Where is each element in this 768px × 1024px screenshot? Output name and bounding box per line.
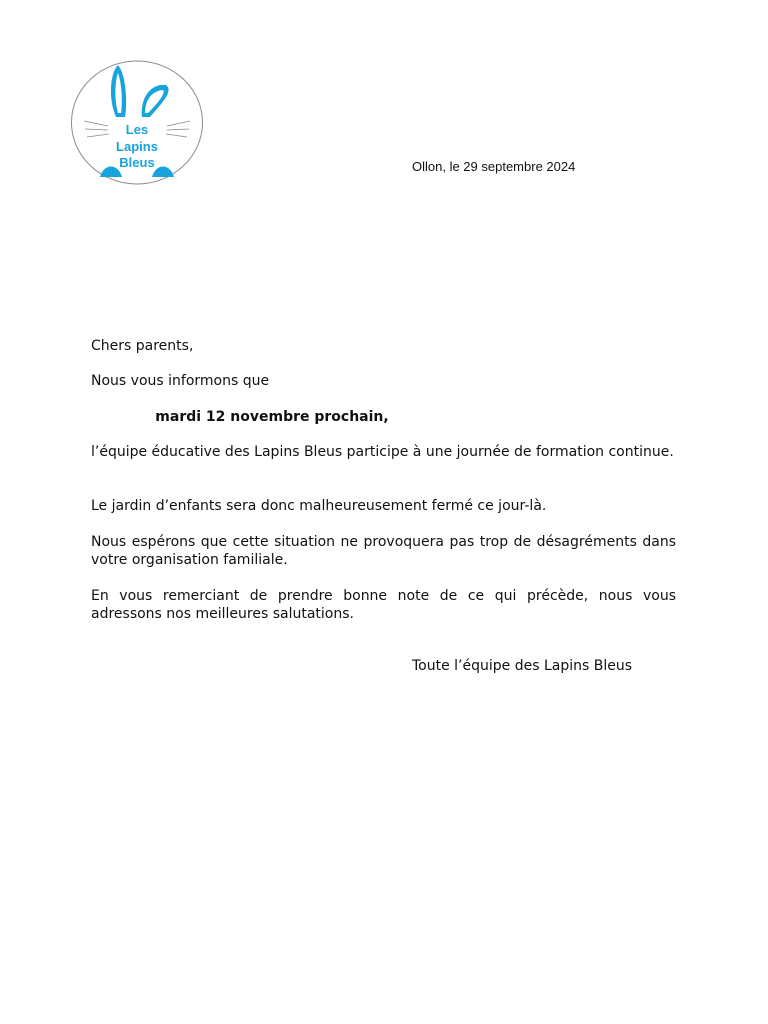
- date-line: Ollon, le 29 septembre 2024: [412, 159, 576, 174]
- logo-text-line-1: Les: [125, 122, 149, 137]
- paragraph-closing: En vous remerciant de prendre bonne note de ce qui précède, nous vous adressons nos meilleures salutations.: [91, 588, 676, 622]
- highlight-date: mardi 12 novembre prochain,: [155, 409, 389, 425]
- logo: [70, 59, 204, 186]
- paragraph-closure: Le jardin d’enfants sera donc malheureusement fermé ce jour-là.: [91, 498, 547, 514]
- greeting: Chers parents,: [91, 338, 194, 354]
- logo-text-line-3: Bleus: [119, 155, 155, 170]
- logo-text-line-2: Lapins: [116, 139, 158, 154]
- bunny-logo-icon: [70, 59, 204, 186]
- intro-text: Nous vous informons que: [91, 373, 270, 389]
- paragraph-apology: Nous espérons que cette situation ne provoquera pas trop de désagréments dans votre organisation familiale.: [91, 534, 676, 568]
- signature: Toute l’équipe des Lapins Bleus: [412, 658, 633, 674]
- paragraph-training-day: l’équipe éducative des Lapins Bleus participe à une journée de formation continue.: [91, 444, 674, 460]
